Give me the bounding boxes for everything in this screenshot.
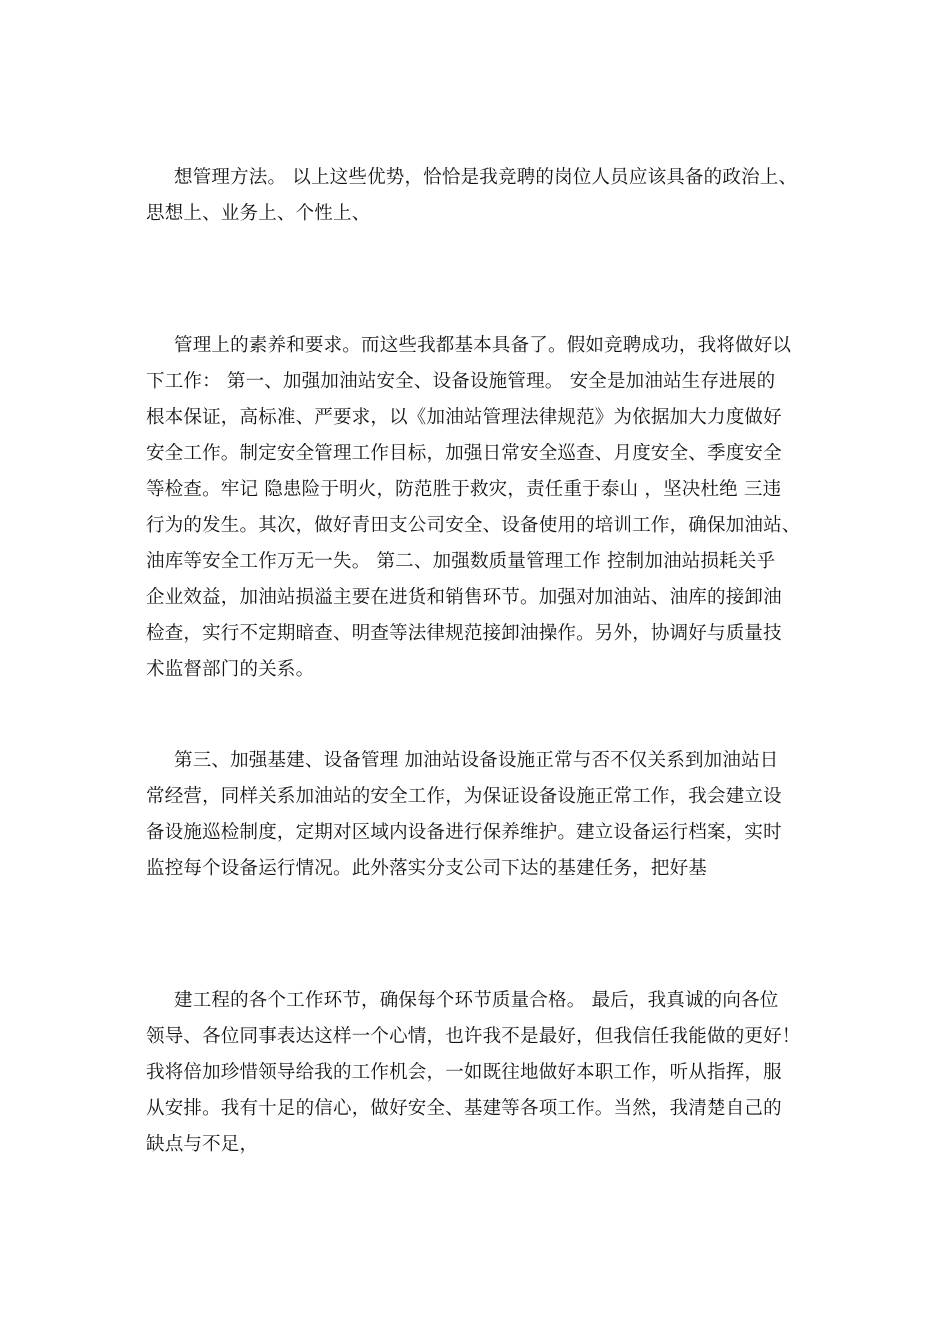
text-line: 企业效益，加油站损溢主要在进货和销售环节。加强对加油站、油库的接卸油 (146, 587, 782, 608)
text-line: 监控每个设备运行情况。此外落实分支公司下达的基建任务，把好基 (146, 858, 708, 879)
text-line: 常经营，同样关系加油站的安全工作，为保证设备设施正常工作，我会建立设 (146, 786, 782, 807)
text-line: 检查，实行不定期暗查、明查等法律规范接卸油操作。另外，协调好与质量技 (146, 623, 782, 644)
text-line: 下工作： 第一、加强加油站安全、设备设施管理。 安全是加油站生存进展的 (146, 371, 776, 392)
text-line: 从安排。我有十足的信心，做好安全、基建等各项工作。当然，我清楚自己的 (146, 1098, 782, 1119)
text-line: 油库等安全工作万无一失。 第二、加强数质量管理工作 控制加油站损耗关乎 (146, 551, 776, 572)
text-line: 等检查。牢记 隐患险于明火，防范胜于救灾，责任重于泰山 ，坚决杜绝 三违 (146, 479, 782, 500)
text-line: 想管理方法。 以上这些优势，恰恰是我竞聘的岗位人员应该具备的政治上、 (174, 167, 798, 188)
paragraph-4 (146, 983, 814, 1163)
text-line: 建工程的各个工作环节，确保每个环节质量合格。 最后，我真诚的向各位 (174, 990, 779, 1011)
text-line: 管理上的素养和要求。而这些我都基本具备了。假如竞聘成功，我将做好以 (174, 335, 792, 356)
text-line: 思想上、业务上、个性上、 (146, 203, 371, 224)
text-line: 根本保证，高标准、严要求，以《加油站管理法律规范》为依据加大力度做好 (146, 407, 782, 428)
paragraph-3 (146, 743, 814, 887)
paragraph-1 (146, 160, 814, 232)
text-line: 安全工作。制定安全管理工作目标，加强日常安全巡查、月度安全、季度安全 (146, 443, 782, 464)
text-line: 第三、加强基建、设备管理 加油站设备设施正常与否不仅关系到加油站日 (174, 750, 779, 771)
text-line: 术监督部门的关系。 (146, 659, 315, 680)
text-line: 行为的发生。其次，做好青田支公司安全、设备使用的培训工作，确保加油站、 (146, 515, 801, 536)
text-line: 我将倍加珍惜领导给我的工作机会，一如既往地做好本职工作，听从指挥，服 (146, 1062, 782, 1083)
text-line: 缺点与不足， (146, 1134, 259, 1155)
text-line: 领导、各位同事表达这样一个心情，也许我不是最好，但我信任我能做的更好！ (146, 1026, 801, 1047)
text-line: 备设施巡检制度，定期对区域内设备进行保养维护。建立设备运行档案，实时 (146, 822, 782, 843)
paragraph-2 (146, 328, 814, 688)
